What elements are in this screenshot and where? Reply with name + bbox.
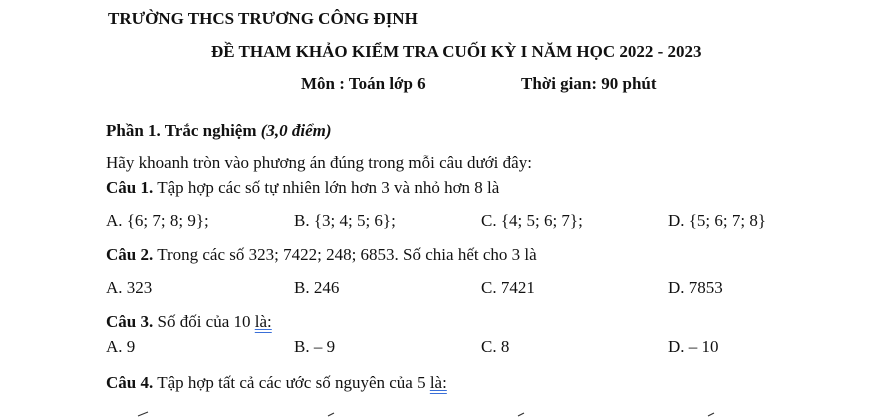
option-c: C. {4; 5; 6; 7}; xyxy=(481,211,583,230)
question-tail: là: xyxy=(429,373,447,392)
part1-points: (3,0 điểm) xyxy=(260,121,332,140)
option-d: D. 7853 xyxy=(668,278,723,297)
instruction: Hãy khoanh tròn vào phương án đúng trong mỗi câu dưới đây: xyxy=(106,153,532,172)
question-3 xyxy=(106,312,272,332)
subject-line: Môn : Toán lớp 6 xyxy=(301,74,426,93)
question-4 xyxy=(106,373,447,393)
question-text: Trong các số 323; 7422; 248; 6853. Số chia hết cho 3 là xyxy=(157,245,537,264)
part1-label: Phần 1. Trắc nghiệm xyxy=(106,121,257,140)
option-c: C. 8 xyxy=(481,337,510,356)
option-a: A. {6; 7; 8; 9}; xyxy=(106,211,209,230)
cut-off-next-line xyxy=(108,406,808,418)
part1-heading xyxy=(106,121,332,141)
question-label: Câu 2. xyxy=(106,245,154,264)
option-a: A. 9 xyxy=(106,337,136,356)
question-text: Tập hợp các số tự nhiên lớn hơn 3 và nhỏ hơn 8 là xyxy=(157,178,500,197)
option-b: B. 246 xyxy=(294,278,340,297)
option-a: A. 323 xyxy=(106,278,153,297)
option-d: D. – 10 xyxy=(668,337,719,356)
question-2 xyxy=(106,245,537,265)
question-label: Câu 4. xyxy=(106,373,154,392)
option-c: C. 7421 xyxy=(481,278,535,297)
option-d: D. {5; 6; 7; 8} xyxy=(668,211,767,230)
question-tail: là: xyxy=(254,312,272,331)
time-line: Thời gian: 90 phút xyxy=(521,74,657,93)
option-b: B. {3; 4; 5; 6}; xyxy=(294,211,396,230)
option-b: B. – 9 xyxy=(294,337,336,356)
question-1 xyxy=(106,178,499,198)
school-name: TRƯỜNG THCS TRƯƠNG CÔNG ĐỊNH xyxy=(108,9,418,28)
question-label: Câu 1. xyxy=(106,178,154,197)
question-text: Số đối của 10 xyxy=(157,312,251,331)
exam-title: ĐỀ THAM KHẢO KIỂM TRA CUỐI KỲ I NĂM HỌC 2022 - 2023 xyxy=(211,42,702,61)
question-label: Câu 3. xyxy=(106,312,154,331)
question-text: Tập hợp tất cả các ước số nguyên của 5 xyxy=(157,373,426,392)
